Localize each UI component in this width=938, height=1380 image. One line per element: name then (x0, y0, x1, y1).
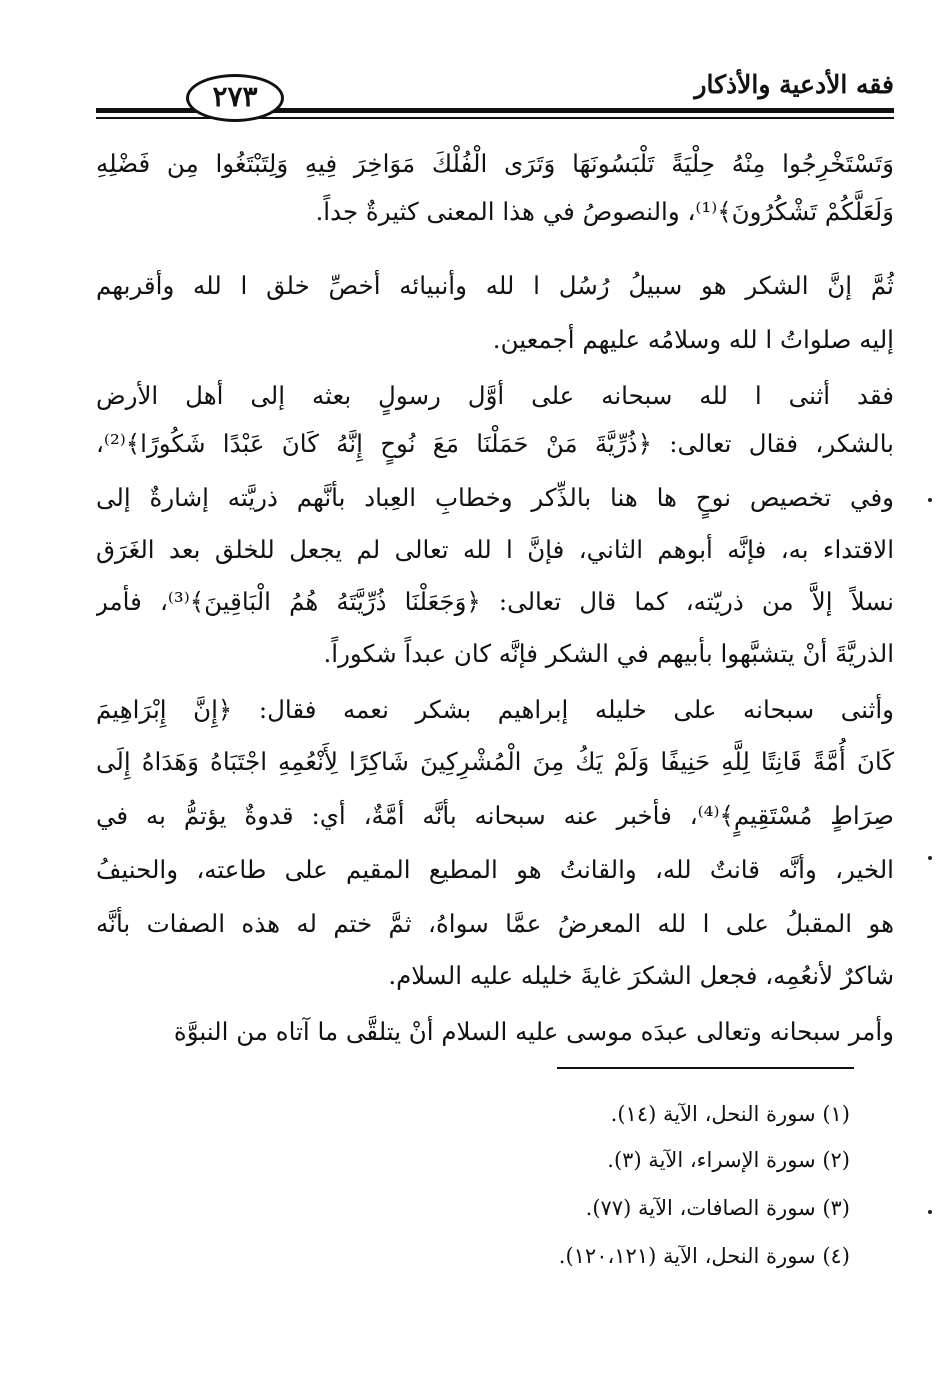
text-line: وَتَسْتَخْرِجُوا مِنْهُ حِلْيَةً تَلْبَسُونَهَا وَتَرَى الْفُلْكَ مَوَاخِرَ فِيهِ وَلِتَبْتَغُوا مِن فَضْلِهِ (96, 149, 894, 178)
footnote: (٤) سورة النحل، الآية (١٢٠،١٢١). (558, 1244, 850, 1268)
text-line: وَلَعَلَّكُمْ تَشْكُرُونَ﴾⁽¹⁾، والنصوصُ في هذا المعنى كثيرةٌ جداً. (315, 197, 894, 226)
text-line: هو المقبلُ على ا لله المعرضُ عمَّا سواهُ، ثمَّ ختم له هذه الصفات بأنَّه (96, 909, 894, 938)
text-line: وفي تخصيص نوحٍ ها هنا بالذِّكر وخطابِ العِباد بأنَّهم ذريَّته إشارةٌ إلى (96, 483, 894, 512)
text-line: نسلاً إلاَّ من ذريّته، كما قال تعالى: ﴿وَجَعَلْنَا ذُرِّيَّتَهُ هُمُ الْبَاقِينَ﴾⁽³⁾، فأمر (96, 587, 894, 616)
footnote: (١) سورة النحل، الآية (١٤). (610, 1102, 850, 1126)
margin-mark (928, 498, 932, 502)
text-line: وأثنى سبحانه على خليله إبراهيم بشكر نعمه فقال: ﴿إِنَّ إِبْرَاهِيمَ (96, 695, 894, 724)
footnote: (٢) سورة الإسراء، الآية (٣). (607, 1148, 850, 1172)
text-line: صِرَاطٍ مُسْتَقِيمٍ﴾⁽⁴⁾، فأخبر عنه سبحانه بأنَّه أمَّةٌ، أي: قدوةٌ يؤتمُّ به في (96, 801, 894, 830)
footnote: (٣) سورة الصافات، الآية (٧٧). (585, 1196, 850, 1220)
text-line: بالشكر، فقال تعالى: ﴿ذُرِّيَّةَ مَنْ حَمَلْنَا مَعَ نُوحٍ إِنَّهُ كَانَ عَبْدًا شَكُورًا﴾⁽²⁾، (96, 429, 894, 458)
text-line: الاقتداء به، فإنَّه أبوهم الثاني، فإنَّ ا لله تعالى لم يجعل للخلق بعد الغَرَق (96, 535, 894, 564)
text-line: ثُمَّ إنَّ الشكر هو سبيلُ رُسُل ا لله وأنبيائه أخصِّ خلق ا لله وأقربهم (96, 271, 894, 300)
margin-mark (928, 1210, 932, 1214)
book-title: فقه الأدعية والأذكار (694, 70, 894, 99)
page-header (96, 66, 894, 134)
text-line: كَانَ أُمَّةً قَانِتًا لِلَّهِ حَنِيفًا وَلَمْ يَكُ مِنَ الْمُشْرِكِينَ شَاكِرًا لِأَنْعُمِهِ اجْتَبَاهُ وَهَدَاهُ إِلَى (96, 747, 894, 776)
text-line: الذريَّةَ أنْ يتشبَّهوا بأبيهم في الشكر فإنَّه كان عبداً شكوراً. (323, 639, 894, 668)
text-line: شاكرٌ لأنعُمِه، فجعل الشكرَ غايةَ خليله عليه السلام. (388, 961, 894, 990)
text-line: الخير، وأنَّه قانتٌ لله، والقانتُ هو المطيع المقيم على طاعته، والحنيفُ (96, 855, 894, 884)
margin-mark (928, 856, 932, 860)
footnote-separator (557, 1067, 854, 1069)
text-line: فقد أثنى ا لله سبحانه على أوَّل رسولٍ بعثه إلى أهل الأرض (96, 381, 894, 410)
text-line: إليه صلواتُ ا لله وسلامُه عليهم أجمعين. (492, 325, 894, 354)
text-line: وأمر سبحانه وتعالى عبدَه موسى عليه السلام أنْ يتلقَّى ما آتاه من النبوَّة (173, 1017, 894, 1046)
page-number: ٢٧٣ (186, 74, 284, 122)
